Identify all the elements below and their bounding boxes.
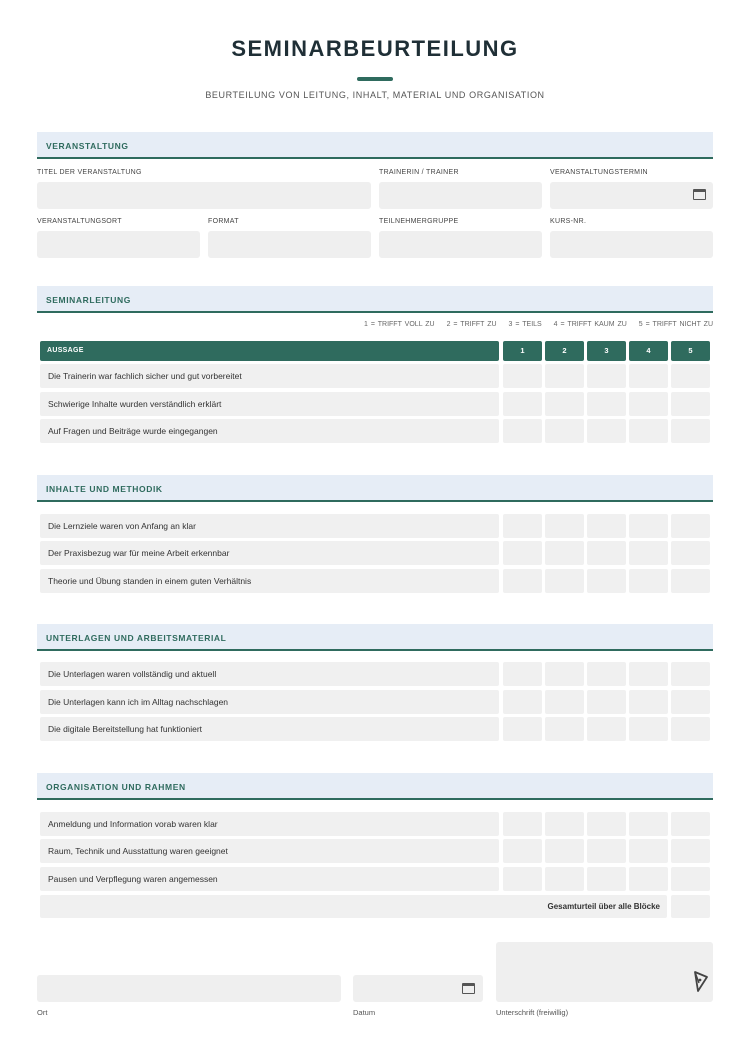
label-titel: TITEL DER VERANSTALTUNG xyxy=(37,169,142,176)
section-title: INHALTE UND METHODIK xyxy=(46,484,163,494)
rating-cell-5[interactable] xyxy=(671,867,710,891)
format-field[interactable] xyxy=(208,231,371,258)
rating-cell-3[interactable] xyxy=(587,419,626,443)
rating-cell-5[interactable] xyxy=(671,569,710,593)
rating-cell-2[interactable] xyxy=(545,867,584,891)
page-title: SEMINARBEURTEILUNG xyxy=(231,36,519,61)
section-header-veranstaltung xyxy=(37,132,713,159)
statement-row: Schwierige Inhalte wurden verständlich erklärt xyxy=(40,392,499,416)
rating-cell-5[interactable] xyxy=(671,541,710,565)
section-title: UNTERLAGEN UND ARBEITSMATERIAL xyxy=(46,633,227,643)
rating-cell-5[interactable] xyxy=(671,419,710,443)
statement-row: Theorie und Übung standen in einem guten Verhältnis xyxy=(40,569,499,593)
rating-cell-3[interactable] xyxy=(587,364,626,388)
title-accent-rule xyxy=(357,77,393,81)
rating-cell-1[interactable] xyxy=(503,839,542,863)
rating-cell-1[interactable] xyxy=(503,514,542,538)
scale-item: 1 = TRIFFT VOLL ZU xyxy=(364,321,435,328)
rating-cell-3[interactable] xyxy=(587,812,626,836)
ort-sign-field[interactable] xyxy=(37,975,341,1002)
rating-cell-2[interactable] xyxy=(545,419,584,443)
label-format: FORMAT xyxy=(208,218,239,225)
table-header-aussage xyxy=(40,341,499,361)
rating-cell-4[interactable] xyxy=(629,541,668,565)
ort-field[interactable] xyxy=(37,231,200,258)
rating-cell-4[interactable] xyxy=(629,662,668,686)
section-header-seminarleitung xyxy=(37,286,713,313)
statement-row: Die digitale Bereitstellung hat funktioniert xyxy=(40,717,499,741)
label-termin: VERANSTALTUNGSTERMIN xyxy=(550,169,648,176)
scale-item: 3 = TEILS xyxy=(508,321,542,328)
calendar-icon[interactable] xyxy=(462,983,475,994)
rating-cell-1[interactable] xyxy=(503,569,542,593)
table-header-label: AUSSAGE xyxy=(47,347,84,354)
rating-cell-4[interactable] xyxy=(629,839,668,863)
rating-cell-1[interactable] xyxy=(503,812,542,836)
table-header-rating-4: 4 xyxy=(629,341,668,361)
statement-row: Auf Fragen und Beiträge wurde eingegangen xyxy=(40,419,499,443)
statement-row: Die Unterlagen kann ich im Alltag nachschlagen xyxy=(40,690,499,714)
rating-cell-5[interactable] xyxy=(671,662,710,686)
statement-row: Die Trainerin war fachlich sicher und gut vorbereitet xyxy=(40,364,499,388)
total-label: Gesamturteil über alle Blöcke xyxy=(547,902,660,911)
rating-cell-3[interactable] xyxy=(587,662,626,686)
rating-cell-1[interactable] xyxy=(503,392,542,416)
rating-cell-2[interactable] xyxy=(545,717,584,741)
statement-row: Pausen und Verpflegung waren angemessen xyxy=(40,867,499,891)
rating-cell-2[interactable] xyxy=(545,364,584,388)
rating-cell-3[interactable] xyxy=(587,690,626,714)
section-header-unterlagen xyxy=(37,624,713,651)
section-header-organisation xyxy=(37,773,713,800)
rating-cell-4[interactable] xyxy=(629,690,668,714)
table-header-rating-5: 5 xyxy=(671,341,710,361)
rating-cell-1[interactable] xyxy=(503,717,542,741)
statement-row: Die Lernziele waren von Anfang an klar xyxy=(40,514,499,538)
rating-cell-1[interactable] xyxy=(503,541,542,565)
statement-row: Raum, Technik und Ausstattung waren geeignet xyxy=(40,839,499,863)
signature-field[interactable] xyxy=(496,942,713,1002)
rating-cell-3[interactable] xyxy=(587,717,626,741)
rating-scale-legend xyxy=(0,321,713,328)
label-trainer: TRAINERIN / TRAINER xyxy=(379,169,459,176)
kurs-field[interactable] xyxy=(550,231,713,258)
statement-row: Der Praxisbezug war für meine Arbeit erkennbar xyxy=(40,541,499,565)
rating-cell-1[interactable] xyxy=(503,419,542,443)
rating-cell-2[interactable] xyxy=(545,690,584,714)
rating-cell-4[interactable] xyxy=(629,419,668,443)
rating-cell-1[interactable] xyxy=(503,364,542,388)
rating-cell-5[interactable] xyxy=(671,514,710,538)
statement-row: Die Unterlagen waren vollständig und aktuell xyxy=(40,662,499,686)
rating-cell-4[interactable] xyxy=(629,569,668,593)
rating-cell-4[interactable] xyxy=(629,812,668,836)
pen-icon xyxy=(693,971,709,993)
rating-cell-5[interactable] xyxy=(671,839,710,863)
section-header-inhalte xyxy=(37,475,713,502)
label-gruppe: TEILNEHMERGRUPPE xyxy=(379,218,459,225)
table-header-rating-2: 2 xyxy=(545,341,584,361)
rating-cell-1[interactable] xyxy=(503,662,542,686)
rating-cell-5[interactable] xyxy=(671,392,710,416)
rating-cell-2[interactable] xyxy=(545,514,584,538)
scale-item: 2 = TRIFFT ZU xyxy=(446,321,497,328)
rating-cell-2[interactable] xyxy=(545,812,584,836)
rating-cell-3[interactable] xyxy=(587,867,626,891)
rating-cell-5[interactable] xyxy=(671,717,710,741)
scale-item: 5 = TRIFFT NICHT ZU xyxy=(638,321,713,328)
datum-field[interactable] xyxy=(353,975,483,1002)
table-header-rating-1: 1 xyxy=(503,341,542,361)
rating-cell-5[interactable] xyxy=(671,690,710,714)
rating-cell-4[interactable] xyxy=(629,514,668,538)
section-title: SEMINARLEITUNG xyxy=(46,295,131,305)
rating-cell-3[interactable] xyxy=(587,569,626,593)
rating-cell-4[interactable] xyxy=(629,364,668,388)
titel-field[interactable] xyxy=(37,182,371,209)
statement-row: Anmeldung und Information vorab waren klar xyxy=(40,812,499,836)
total-row xyxy=(40,895,667,918)
rating-cell-5[interactable] xyxy=(671,812,710,836)
rating-cell-2[interactable] xyxy=(545,541,584,565)
rating-cell-2[interactable] xyxy=(545,569,584,593)
gruppe-field[interactable] xyxy=(379,231,542,258)
page-subtitle: BEURTEILUNG VON LEITUNG, INHALT, MATERIAL UND ORGANISATION xyxy=(205,90,545,100)
rating-cell-3[interactable] xyxy=(587,514,626,538)
rating-cell-3[interactable] xyxy=(587,392,626,416)
datum-label: Datum xyxy=(353,1008,376,1017)
rating-cell-4[interactable] xyxy=(629,717,668,741)
table-header-rating-3: 3 xyxy=(587,341,626,361)
unterschrift-label: Unterschrift (freiwillig) xyxy=(496,1008,569,1017)
label-kurs: KURS-NR. xyxy=(550,218,587,225)
rating-cell-3[interactable] xyxy=(587,541,626,565)
rating-cell-2[interactable] xyxy=(545,839,584,863)
calendar-icon[interactable] xyxy=(693,189,706,200)
rating-cell-3[interactable] xyxy=(587,839,626,863)
section-title: VERANSTALTUNG xyxy=(46,141,129,151)
rating-cell-4[interactable] xyxy=(629,392,668,416)
rating-cell-2[interactable] xyxy=(545,392,584,416)
termin-field[interactable] xyxy=(550,182,713,209)
total-value-field[interactable] xyxy=(671,895,710,918)
trainer-field[interactable] xyxy=(379,182,542,209)
rating-cell-2[interactable] xyxy=(545,662,584,686)
ort-label: Ort xyxy=(37,1008,48,1017)
section-title: ORGANISATION UND RAHMEN xyxy=(46,782,186,792)
label-ort: VERANSTALTUNGSORT xyxy=(37,218,122,225)
rating-cell-5[interactable] xyxy=(671,364,710,388)
scale-item: 4 = TRIFFT KAUM ZU xyxy=(553,321,627,328)
rating-cell-1[interactable] xyxy=(503,867,542,891)
rating-cell-4[interactable] xyxy=(629,867,668,891)
rating-cell-1[interactable] xyxy=(503,690,542,714)
